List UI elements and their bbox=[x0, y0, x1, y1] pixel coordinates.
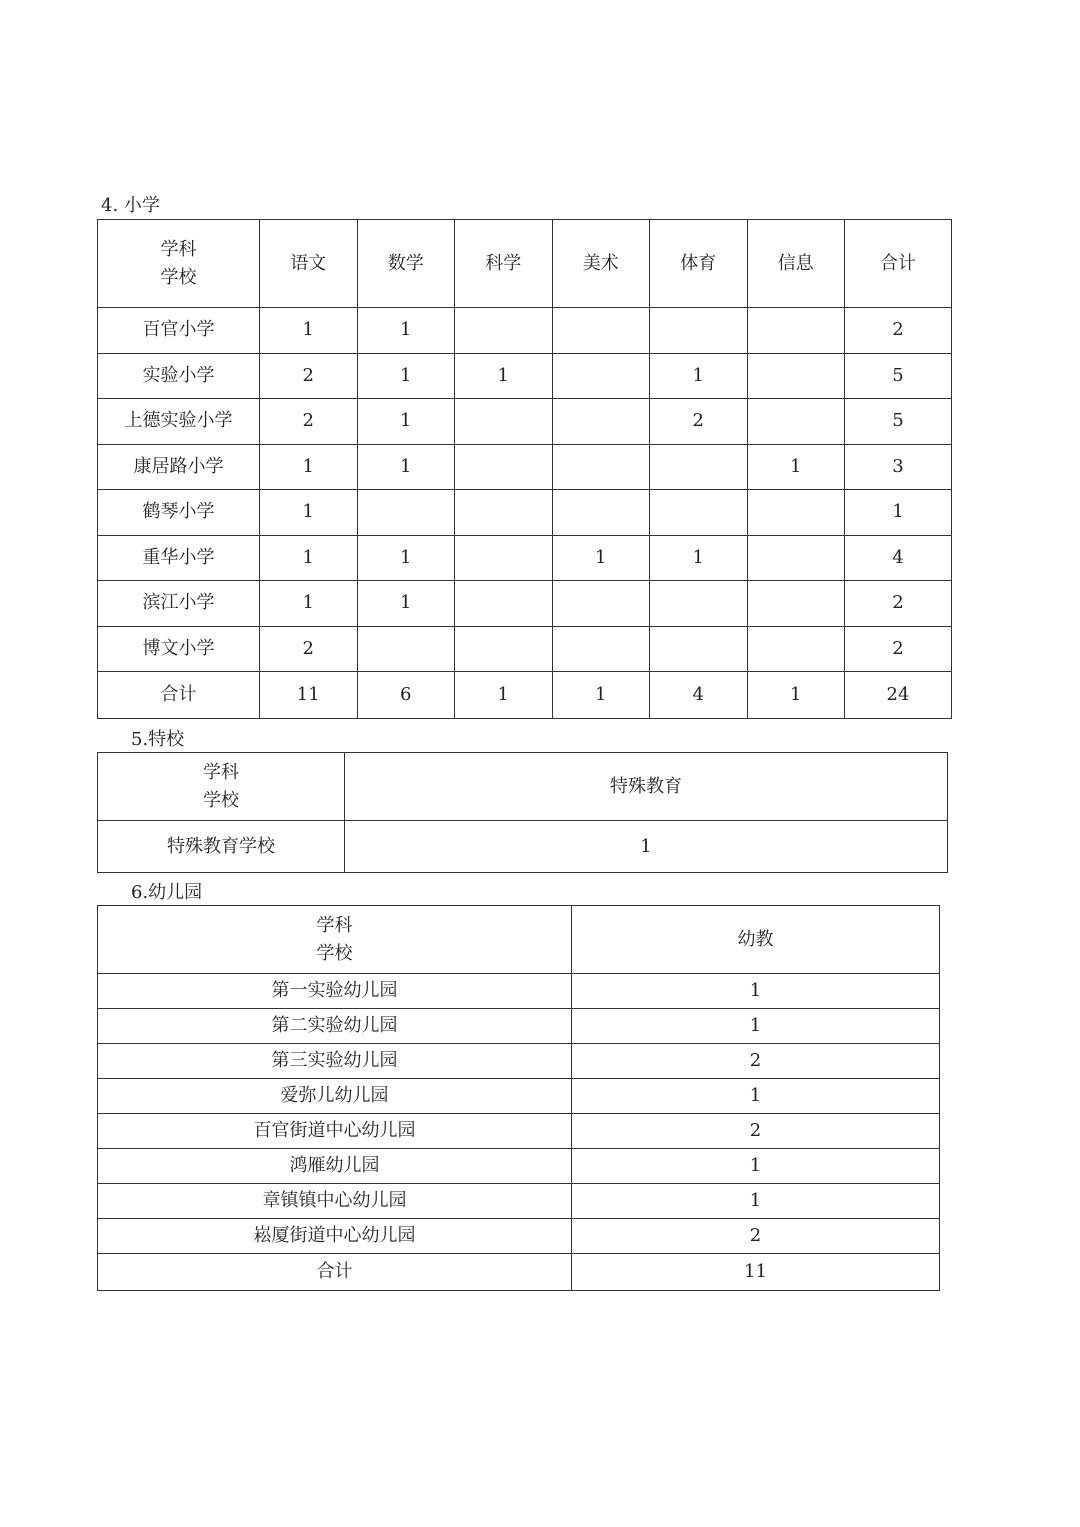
value-cell: 2 bbox=[845, 626, 952, 672]
header-school-label: 学校 bbox=[160, 266, 197, 288]
value-cell bbox=[455, 444, 553, 490]
value-cell: 1 bbox=[357, 581, 455, 627]
value-cell: 1 bbox=[357, 353, 455, 399]
value-cell: 1 bbox=[572, 1184, 940, 1219]
value-cell: 1 bbox=[357, 399, 455, 445]
value-cell bbox=[552, 308, 650, 354]
school-name-cell: 特殊教育学校 bbox=[98, 821, 345, 873]
table-row bbox=[98, 626, 952, 672]
value-cell: 1 bbox=[357, 444, 455, 490]
value-cell: 1 bbox=[650, 535, 748, 581]
header-subject-pe: 体育 bbox=[650, 220, 748, 308]
header-subject-chinese: 语文 bbox=[260, 220, 358, 308]
total-cell: 1 bbox=[552, 672, 650, 719]
school-name-cell: 百官小学 bbox=[98, 308, 260, 354]
value-cell bbox=[747, 626, 845, 672]
total-cell: 6 bbox=[357, 672, 455, 719]
header-subject-special-education: 特殊教育 bbox=[345, 753, 948, 821]
value-cell: 1 bbox=[260, 581, 358, 627]
value-cell bbox=[455, 308, 553, 354]
header-subject-art: 美术 bbox=[552, 220, 650, 308]
value-cell: 5 bbox=[845, 353, 952, 399]
total-label: 合计 bbox=[98, 1254, 572, 1291]
value-cell bbox=[650, 581, 748, 627]
value-cell bbox=[455, 535, 553, 581]
value-cell: 1 bbox=[572, 1079, 940, 1114]
value-cell: 1 bbox=[845, 490, 952, 536]
table-row bbox=[98, 581, 952, 627]
value-cell: 1 bbox=[260, 308, 358, 354]
table-row bbox=[98, 974, 940, 1009]
header-school-label: 学校 bbox=[203, 789, 239, 811]
value-cell bbox=[747, 535, 845, 581]
table-row bbox=[98, 535, 952, 581]
value-cell bbox=[357, 626, 455, 672]
school-name-cell: 康居路小学 bbox=[98, 444, 260, 490]
value-cell: 1 bbox=[455, 353, 553, 399]
value-cell: 4 bbox=[845, 535, 952, 581]
value-cell bbox=[747, 308, 845, 354]
table-row bbox=[98, 1149, 940, 1184]
value-cell: 5 bbox=[845, 399, 952, 445]
section-title-special: 5.特校 bbox=[131, 729, 185, 750]
school-name-cell: 滨江小学 bbox=[98, 581, 260, 627]
value-cell bbox=[747, 581, 845, 627]
value-cell bbox=[357, 490, 455, 536]
school-name-cell: 鸿雁幼儿园 bbox=[98, 1149, 572, 1184]
value-cell: 2 bbox=[572, 1219, 940, 1254]
header-corner-cell bbox=[98, 753, 345, 821]
header-total: 合计 bbox=[845, 220, 952, 308]
header-subject-label: 学科 bbox=[203, 761, 239, 783]
value-cell: 1 bbox=[260, 535, 358, 581]
header-corner-cell bbox=[98, 220, 260, 308]
value-cell bbox=[650, 444, 748, 490]
table-row bbox=[98, 1079, 940, 1114]
table-row bbox=[98, 490, 952, 536]
school-name-cell: 章镇镇中心幼儿园 bbox=[98, 1184, 572, 1219]
kindergarten-table bbox=[97, 905, 940, 1291]
value-cell: 1 bbox=[572, 1149, 940, 1184]
value-cell: 2 bbox=[845, 308, 952, 354]
total-row bbox=[98, 672, 952, 719]
total-label: 合计 bbox=[98, 672, 260, 719]
table-row bbox=[98, 399, 952, 445]
value-cell: 1 bbox=[572, 974, 940, 1009]
value-cell bbox=[650, 626, 748, 672]
value-cell: 3 bbox=[845, 444, 952, 490]
section-title-kindergarten: 6.幼儿园 bbox=[131, 882, 203, 903]
section-title-primary: 4. 小学 bbox=[101, 195, 160, 216]
total-cell: 24 bbox=[845, 672, 952, 719]
school-name-cell: 重华小学 bbox=[98, 535, 260, 581]
value-cell bbox=[455, 626, 553, 672]
table-row bbox=[98, 444, 952, 490]
table-row bbox=[98, 1009, 940, 1044]
value-cell bbox=[552, 353, 650, 399]
table-row bbox=[98, 821, 948, 873]
value-cell: 2 bbox=[260, 399, 358, 445]
school-name-cell: 爱弥儿幼儿园 bbox=[98, 1079, 572, 1114]
total-cell: 1 bbox=[455, 672, 553, 719]
header-school-label: 学校 bbox=[316, 942, 353, 964]
value-cell: 1 bbox=[552, 535, 650, 581]
value-cell: 2 bbox=[650, 399, 748, 445]
value-cell bbox=[747, 353, 845, 399]
header-subject-preschool: 幼教 bbox=[572, 906, 940, 974]
value-cell bbox=[455, 490, 553, 536]
table-row bbox=[98, 308, 952, 354]
total-cell: 1 bbox=[747, 672, 845, 719]
value-cell bbox=[552, 626, 650, 672]
table-row bbox=[98, 353, 952, 399]
table-row bbox=[98, 1184, 940, 1219]
value-cell: 2 bbox=[572, 1114, 940, 1149]
value-cell: 1 bbox=[357, 308, 455, 354]
header-subject-science: 科学 bbox=[455, 220, 553, 308]
value-cell bbox=[455, 399, 553, 445]
school-name-cell: 鹤琴小学 bbox=[98, 490, 260, 536]
value-cell: 1 bbox=[357, 535, 455, 581]
value-cell bbox=[455, 581, 553, 627]
school-name-cell: 百官街道中心幼儿园 bbox=[98, 1114, 572, 1149]
school-name-cell: 第二实验幼儿园 bbox=[98, 1009, 572, 1044]
school-name-cell: 实验小学 bbox=[98, 353, 260, 399]
table-header-row bbox=[98, 753, 948, 821]
value-cell: 2 bbox=[260, 626, 358, 672]
value-cell: 2 bbox=[845, 581, 952, 627]
value-cell: 1 bbox=[260, 444, 358, 490]
header-subject-label: 学科 bbox=[160, 238, 197, 260]
school-name-cell: 上德实验小学 bbox=[98, 399, 260, 445]
table-row bbox=[98, 1114, 940, 1149]
header-subject-label: 学科 bbox=[316, 914, 353, 936]
table-header-row bbox=[98, 220, 952, 308]
value-cell: 1 bbox=[572, 1009, 940, 1044]
total-cell: 11 bbox=[260, 672, 358, 719]
header-subject-math: 数学 bbox=[357, 220, 455, 308]
table-row bbox=[98, 1219, 940, 1254]
value-cell bbox=[650, 490, 748, 536]
school-name-cell: 第一实验幼儿园 bbox=[98, 974, 572, 1009]
total-cell: 11 bbox=[572, 1254, 940, 1291]
school-name-cell: 第三实验幼儿园 bbox=[98, 1044, 572, 1079]
value-cell bbox=[552, 581, 650, 627]
school-name-cell: 崧厦街道中心幼儿园 bbox=[98, 1219, 572, 1254]
value-cell: 1 bbox=[650, 353, 748, 399]
value-cell bbox=[747, 399, 845, 445]
header-subject-it: 信息 bbox=[747, 220, 845, 308]
value-cell: 2 bbox=[260, 353, 358, 399]
value-cell bbox=[552, 399, 650, 445]
value-cell: 1 bbox=[345, 821, 948, 873]
primary-school-table bbox=[97, 219, 952, 719]
total-cell: 4 bbox=[650, 672, 748, 719]
value-cell bbox=[552, 490, 650, 536]
header-corner-cell bbox=[98, 906, 572, 974]
table-row bbox=[98, 1044, 940, 1079]
value-cell: 2 bbox=[572, 1044, 940, 1079]
value-cell bbox=[650, 308, 748, 354]
value-cell bbox=[747, 490, 845, 536]
value-cell: 1 bbox=[747, 444, 845, 490]
value-cell: 1 bbox=[260, 490, 358, 536]
value-cell bbox=[552, 444, 650, 490]
total-row bbox=[98, 1254, 940, 1291]
special-school-table bbox=[97, 752, 948, 873]
school-name-cell: 博文小学 bbox=[98, 626, 260, 672]
table-header-row bbox=[98, 906, 940, 974]
